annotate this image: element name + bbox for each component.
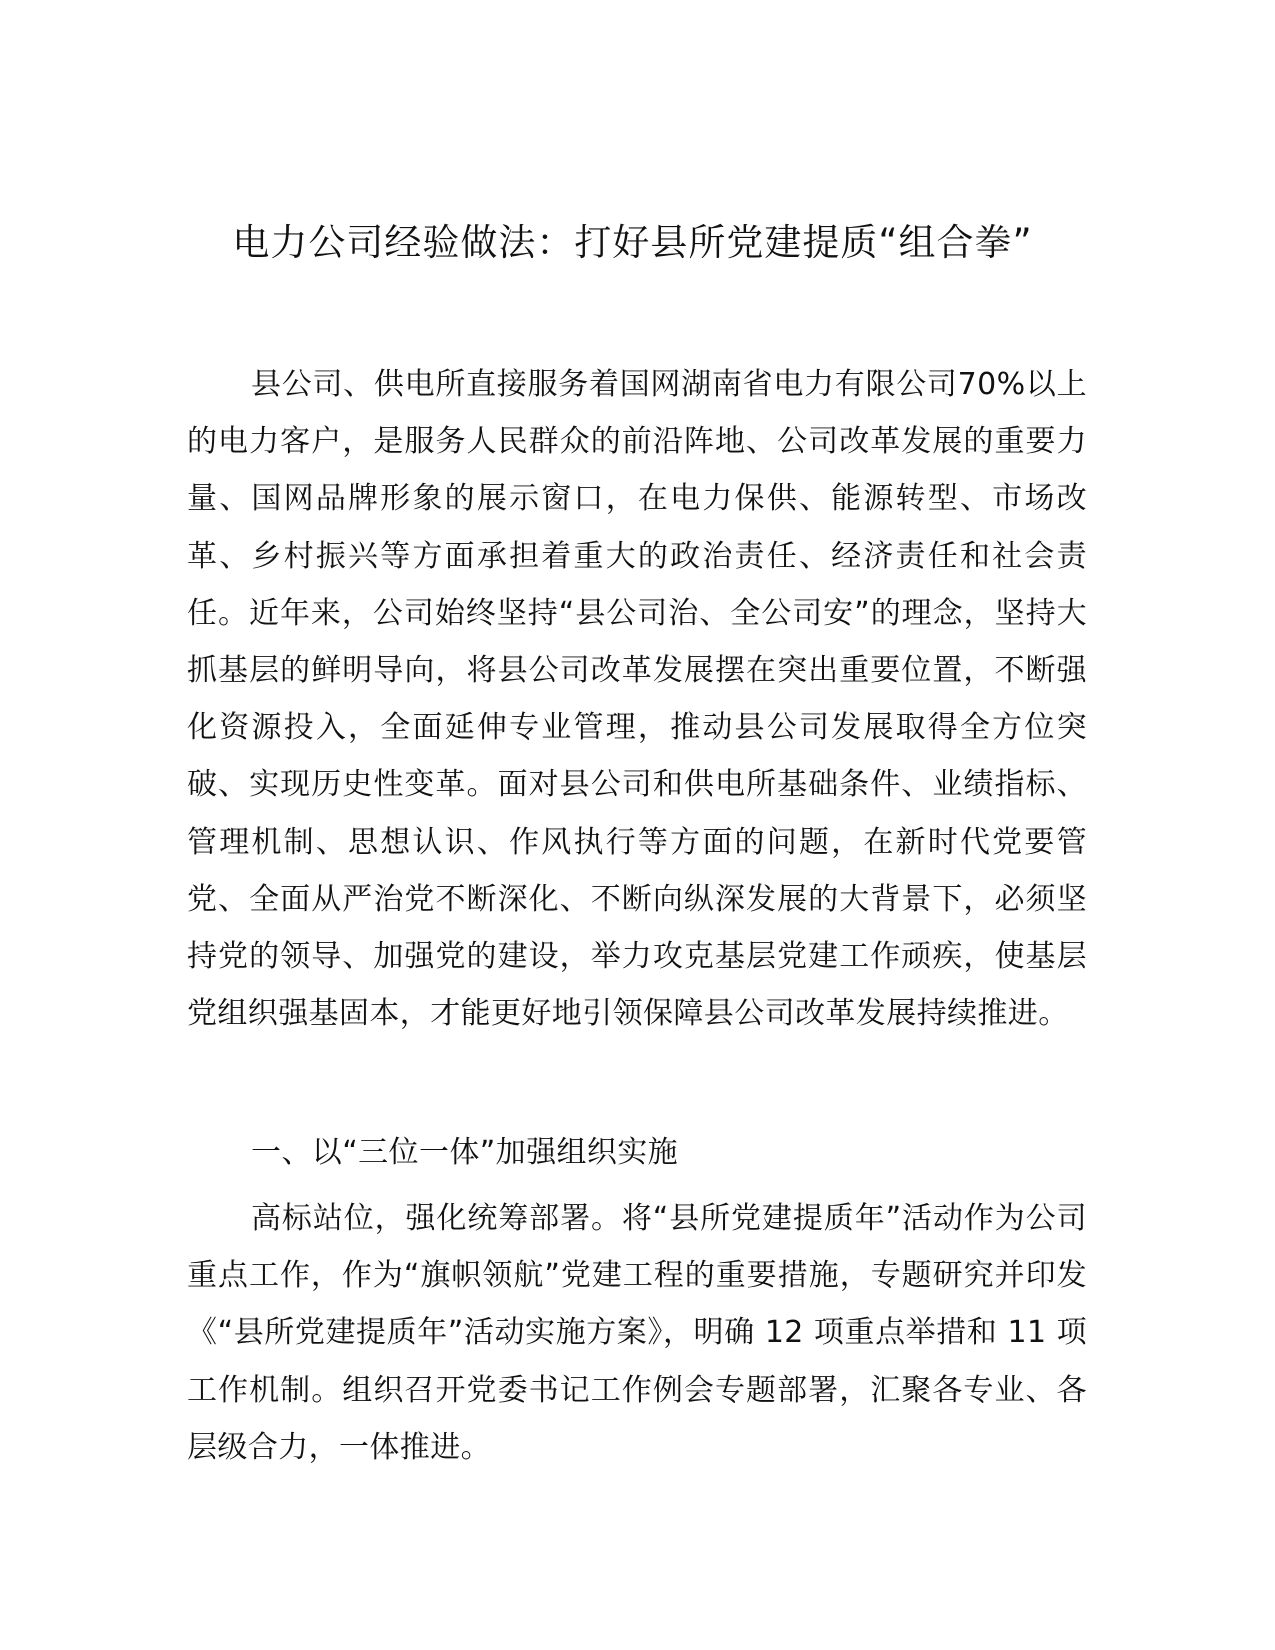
document-title: 电力公司经验做法：打好县所党建提质“组合拳” <box>232 221 1033 264</box>
body-paragraph-intro: 县公司、供电所直接服务着国网湖南省电力有限公司70%以上的电力客户，是服务人民群众的前沿阵地、公司改革发展的重要力量、国网品牌形象的展示窗口，在电力保供、能源转型、市场改革、乡村振兴等方面承担着重大的政治责任、经济责任和社会责任。近年来，公司始终坚持“县公司治、全公司安”的理念，坚持大抓基层的鲜明导向，将县公司改革发展摆在突出重要位置，不断强化资源投入，全面延伸专业管理，推动县公司发展取得全方位突破、实现历史性变革。面对县公司和供电所基础条件、业绩指标、管理机制、思想认识、作风执行等方面的问题，在新时代党要管党、全面从严治党不断深化、不断向纵深发展的大背景下，必须坚持党的领导、加强党的建设，举力攻克基层党建工作顽疾，使基层党组织强基固本，才能更好地引领保障县公司改革发展持续推进。 <box>187 367 1087 1032</box>
body-paragraph-deployment: 高标站位，强化统筹部署。将“县所党建提质年”活动作为公司重点工作，作为“旗帜领航”党建工程的重要措施，专题研究并印发《“县所党建提质年”活动实施方案》，明确 12 项重点举措和 11 项工作机制。组织召开党委书记工作例会专题部署，汇聚各专业、各层级合力，一体推进。 <box>187 1201 1087 1465</box>
section-heading: 一、以“三位一体”加强组织实施 <box>251 1135 679 1170</box>
